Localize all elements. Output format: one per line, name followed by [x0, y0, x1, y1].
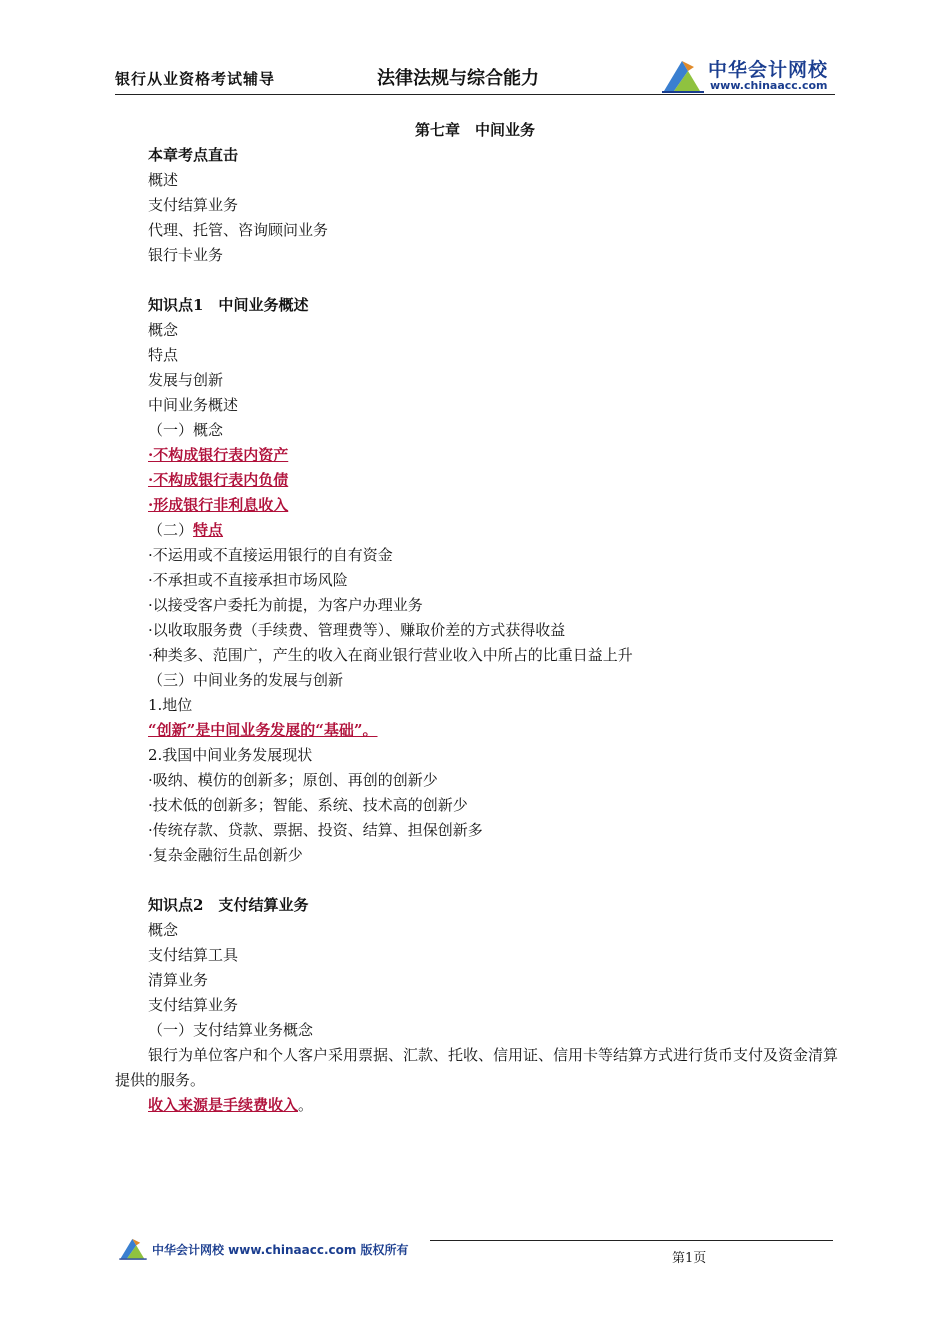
section3-point: ·技术低的创新多；智能、系统、技术高的创新少	[148, 796, 468, 814]
logo	[660, 55, 840, 95]
section3-point: ·复杂金融衍生品创新少	[148, 846, 303, 864]
section3-sub1-highlight: “创新”是中间业务发展的“基础”。	[148, 721, 378, 739]
section3-sub2: 2.我国中间业务发展现状	[148, 746, 313, 764]
kp2-item: 支付结算业务	[148, 996, 239, 1014]
footer-divider	[430, 1240, 833, 1241]
kp1-item: 发展与创新	[148, 371, 224, 389]
overview-item: 代理、托管、咨询顾问业务	[148, 221, 329, 239]
spacer	[148, 868, 838, 893]
section2-point: ·以接受客户委托为前提，为客户办理业务	[148, 596, 423, 614]
logo-name: 中华会计网校	[708, 59, 829, 81]
kp1-item: 特点	[148, 346, 179, 364]
section2-heading	[148, 518, 838, 543]
kp2-paragraph: 银行为单位客户和个人客户采用票据、汇款、托收、信用证、信用卡等结算方式进行货币支付及资金清算提供的服务。	[115, 1046, 839, 1089]
section1-point-highlight: ·不构成银行表内资产	[148, 446, 289, 464]
section2-point: ·不运用或不直接运用银行的自有资金	[148, 546, 393, 564]
footer-logo-icon	[118, 1236, 148, 1260]
kp2-section1-heading: （一）支付结算业务概念	[148, 1021, 314, 1039]
overview-heading: 本章考点直击	[148, 146, 239, 164]
section2-point: ·种类多、范围广，产生的收入在商业银行营业收入中所占的比重日益上升	[148, 646, 633, 664]
header-divider	[115, 94, 835, 95]
kp1-heading: 知识点1 中间业务概述	[148, 296, 309, 314]
kp2-heading: 知识点2 支付结算业务	[148, 896, 309, 914]
kp2-income-highlight: 收入来源是手续费收入	[148, 1096, 299, 1114]
logo-url: www.chinaacc.com	[710, 79, 828, 92]
header-subject-title: 法律法规与综合能力	[377, 68, 539, 89]
kp2-item: 概念	[148, 921, 179, 939]
section1-point-highlight: ·不构成银行表内负债	[148, 471, 289, 489]
kp1-item: 概念	[148, 321, 179, 339]
overview-item: 支付结算业务	[148, 196, 239, 214]
kp1-item: 中间业务概述	[148, 396, 239, 414]
section3-point: ·传统存款、贷款、票据、投资、结算、担保创新多	[148, 821, 483, 839]
section3-point: ·吸纳、模仿的创新多；原创、再创的创新少	[148, 771, 438, 789]
header-exam-title: 银行从业资格考试辅导	[115, 70, 276, 88]
overview-item: 银行卡业务	[148, 246, 224, 264]
section2-point: ·不承担或不直接承担市场风险	[148, 571, 348, 589]
page-number: 第1页	[672, 1251, 707, 1266]
section2-prefix: （二）	[148, 521, 194, 539]
logo-triangle-icon	[660, 57, 706, 93]
kp2-income-tail: 。	[298, 1096, 314, 1114]
page-header	[115, 55, 835, 95]
section2-label-highlight: 特点	[193, 521, 224, 539]
section1-point-highlight: ·形成银行非利息收入	[148, 496, 289, 514]
overview-item: 概述	[148, 171, 179, 189]
kp2-item: 支付结算工具	[148, 946, 239, 964]
section3-heading: （三）中间业务的发展与创新	[148, 671, 344, 689]
section2-point: ·以收取服务费（手续费、管理费等）、赚取价差的方式获得收益	[148, 621, 566, 639]
section1-heading: （一）概念	[148, 421, 224, 439]
kp2-income-line	[148, 1093, 838, 1118]
chapter-title: 第七章 中间业务	[414, 121, 535, 139]
footer-copyright: 中华会计网校 www.chinaacc.com 版权所有	[152, 1243, 409, 1257]
spacer	[148, 268, 838, 293]
section3-sub1: 1.地位	[148, 696, 193, 714]
document-body	[115, 118, 839, 1118]
kp2-item: 清算业务	[148, 971, 209, 989]
